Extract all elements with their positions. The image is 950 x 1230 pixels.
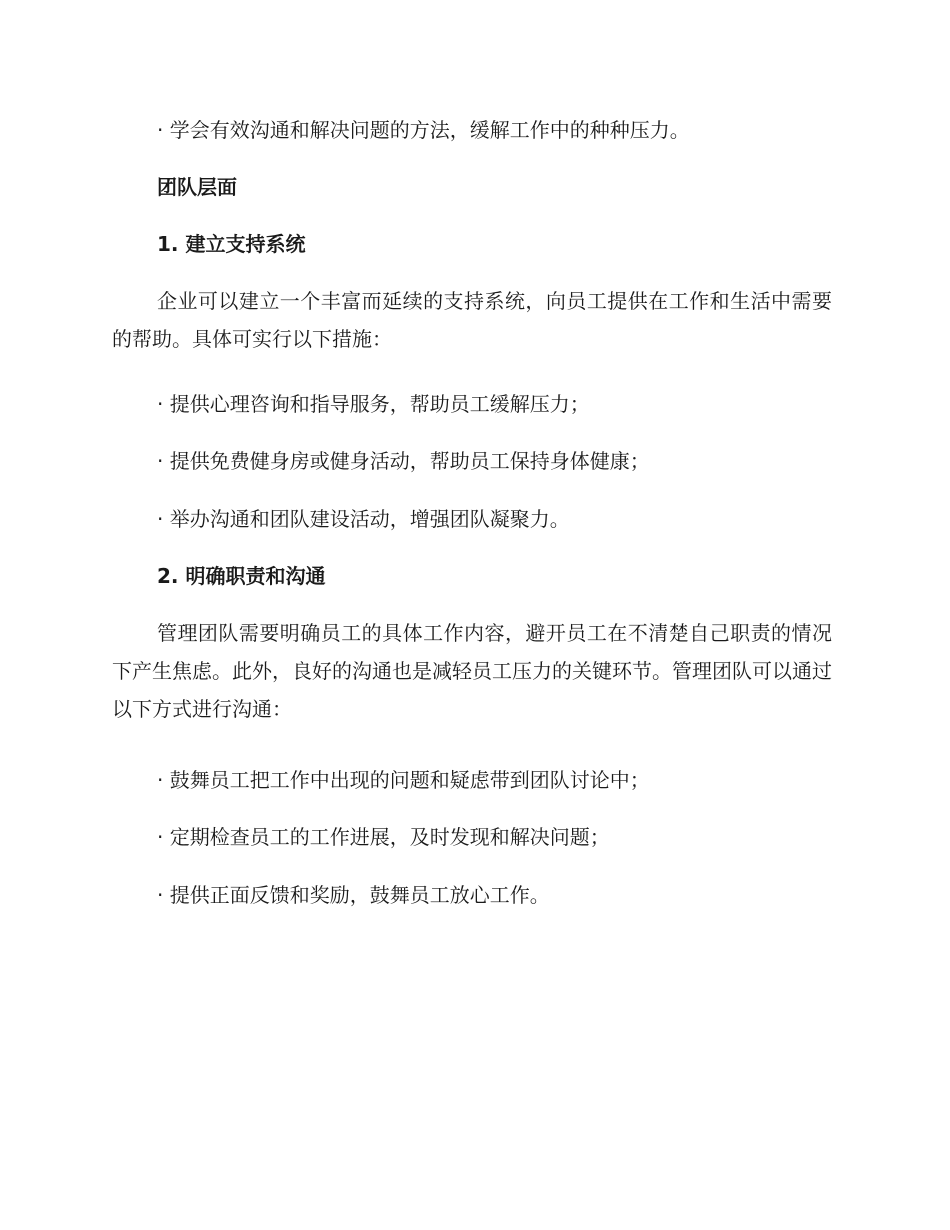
list-item: · 定期检查员工的工作进展，及时发现和解决问题； xyxy=(157,825,610,849)
subsection-heading: 1. 建立支持系统 xyxy=(157,232,306,256)
paragraph: 企业可以建立一个丰富而延续的支持系统，向员工提供在工作和生活中需要的帮助。具体可实行以下措施： xyxy=(112,289,832,351)
list-item: · 举办沟通和团队建设活动，增强团队凝聚力。 xyxy=(157,507,570,531)
subsection-heading: 2. 明确职责和沟通 xyxy=(157,564,326,588)
list-item: · 提供正面反馈和奖励，鼓舞员工放心工作。 xyxy=(157,883,550,907)
section-heading: 团队层面 xyxy=(157,175,237,199)
list-item: · 学会有效沟通和解决问题的方法，缓解工作中的种种压力。 xyxy=(157,118,690,142)
list-item: · 鼓舞员工把工作中出现的问题和疑虑带到团队讨论中； xyxy=(157,768,650,792)
paragraph: 管理团队需要明确员工的具体工作内容，避开员工在不清楚自己职责的情况下产生焦虑。此外，良好的沟通也是减轻员工压力的关键环节。管理团队可以通过以下方式进行沟通： xyxy=(112,621,832,721)
list-item: · 提供心理咨询和指导服务，帮助员工缓解压力； xyxy=(157,392,590,416)
list-item: · 提供免费健身房或健身活动，帮助员工保持身体健康； xyxy=(157,449,650,473)
